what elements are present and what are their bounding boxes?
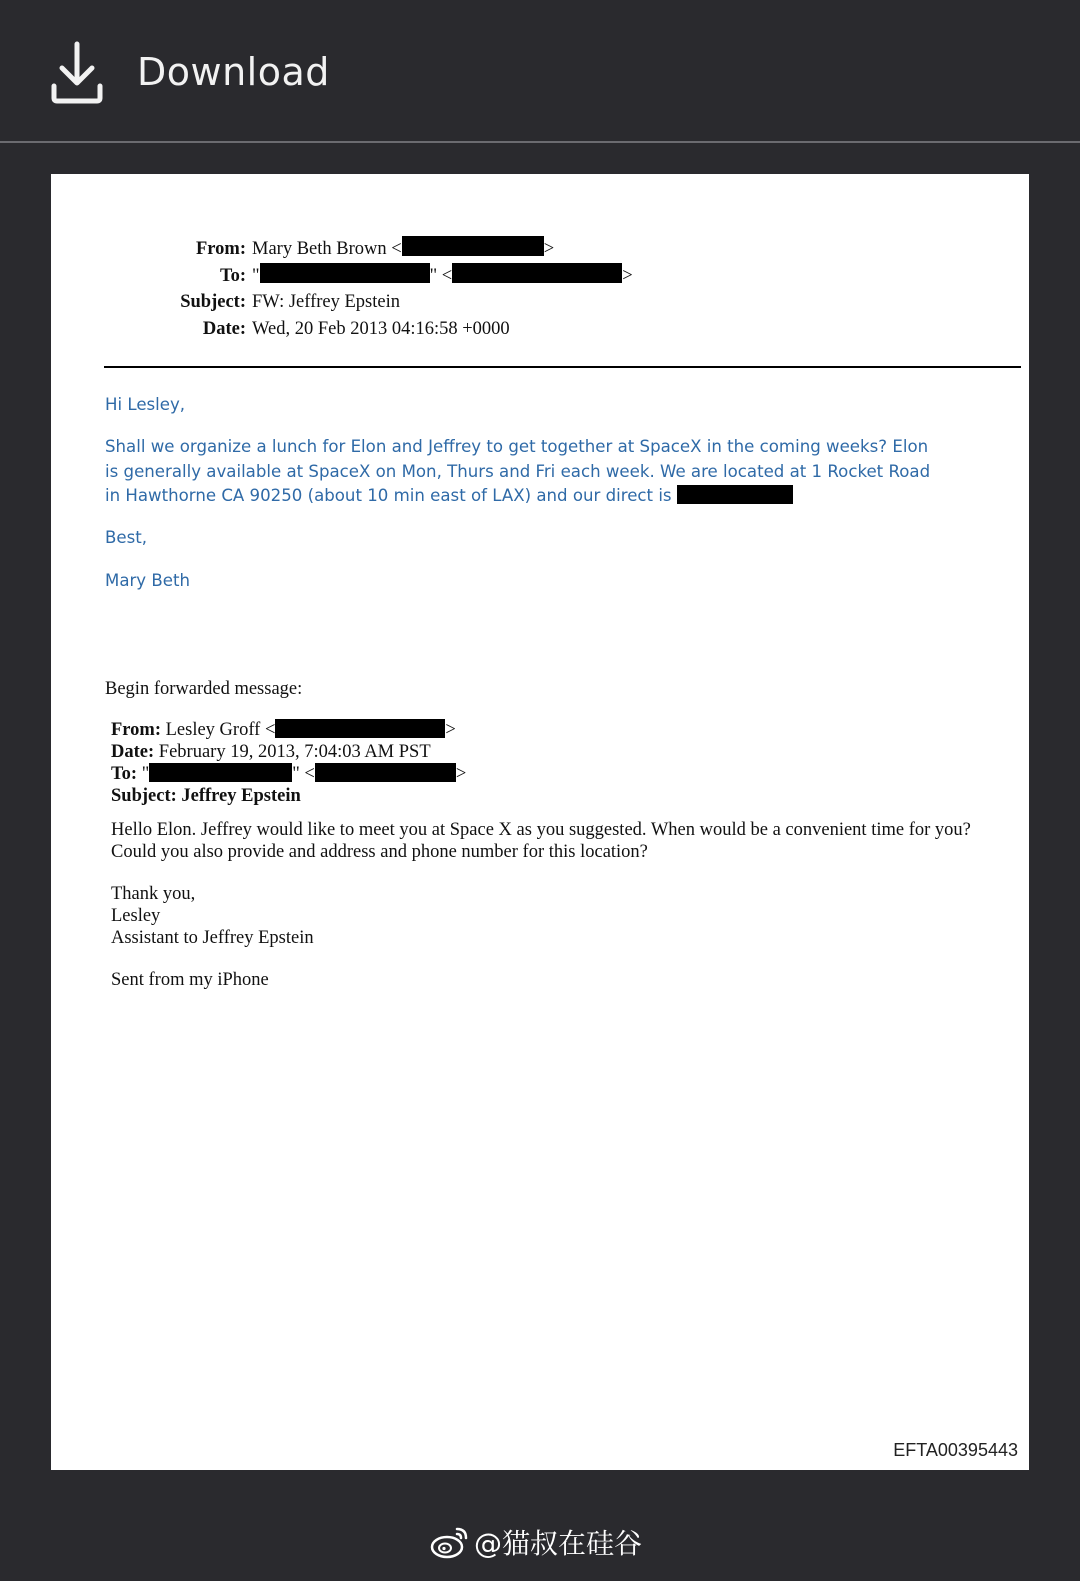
greeting: Hi Lesley, (105, 395, 186, 414)
signature: Mary Beth (105, 571, 191, 590)
fwd-date-key: Date: (111, 742, 155, 762)
to-row (106, 263, 633, 290)
fwd-to-mid: " < (292, 764, 315, 784)
fwd-from-value: Lesley Groff < (165, 720, 276, 740)
fwd-date-value: February 19, 2013, 7:04:03 AM PST (158, 742, 431, 762)
fwd-from-row (111, 719, 466, 741)
document-id: EFTA00395443 (893, 1440, 1018, 1460)
fwd-from-end: > (445, 720, 456, 740)
forwarded-message: Hello Elon. Jeffrey would like to meet you at Space X as you suggested. When would be a convenient time for you? Could you also provide and address and phone number for this location? (111, 820, 971, 862)
from-row (106, 236, 633, 263)
from-end: > (543, 239, 555, 259)
sender-name: Lesley (111, 906, 161, 926)
redaction-box (315, 763, 456, 782)
sender-title: Assistant to Jeffrey Epstein (111, 928, 314, 948)
watermark (430, 1522, 642, 1562)
subject-value: FW: Jeffrey Epstein (252, 292, 400, 312)
sent-from-line: Sent from my iPhone (111, 970, 269, 990)
body-text: Shall we organize a lunch for Elon and Jeffrey to get together at SpaceX in the coming weeks? Elon is generally available at SpaceX on Mon, Thurs and Fri each week. We are located at 1 Rocket Road in Hawthorne CA 90250 (about 10 min east of LAX) and our direct is (105, 437, 931, 505)
closing: Best, (105, 528, 148, 547)
download-button[interactable] (50, 38, 330, 106)
fwd-to-key: To: (111, 764, 138, 784)
to-mid: " < (429, 265, 453, 286)
subject-key: Subject: (180, 292, 246, 312)
subject-row (106, 289, 633, 316)
fwd-to-row (111, 763, 466, 785)
forwarded-header (111, 719, 466, 807)
thanks-line: Thank you, (111, 884, 196, 904)
redaction-box (260, 263, 430, 283)
to-quote: " (252, 265, 260, 286)
to-end: > (622, 265, 633, 286)
from-value: Mary Beth Brown < (252, 239, 402, 259)
to-key: To: (219, 265, 246, 286)
watermark-text: @猫叔在硅谷 (474, 1527, 643, 1560)
date-key: Date: (202, 318, 246, 339)
forward-intro: Begin forwarded message: (105, 679, 303, 699)
date-row (106, 316, 633, 343)
fwd-subject-row: Subject: Jeffrey Epstein (111, 786, 301, 806)
redaction-box (452, 263, 622, 283)
download-label: Download (137, 50, 330, 94)
header-divider (104, 366, 1021, 368)
email-header (106, 236, 633, 342)
fwd-to-quote: " (141, 764, 150, 784)
redaction-box (149, 763, 292, 782)
fwd-from-key: From: (111, 720, 161, 740)
redaction-box (275, 719, 445, 738)
document-page (51, 174, 1029, 1470)
from-key: From: (196, 239, 246, 259)
top-toolbar (0, 0, 1080, 143)
fwd-date-row (111, 741, 466, 763)
redaction-box (677, 485, 793, 504)
weibo-icon (430, 1524, 470, 1560)
redaction-box (402, 236, 544, 256)
date-value: Wed, 20 Feb 2013 04:16:58 +0000 (252, 318, 510, 339)
body-paragraph (105, 435, 935, 509)
fwd-to-end: > (455, 764, 467, 784)
download-icon (50, 40, 104, 104)
